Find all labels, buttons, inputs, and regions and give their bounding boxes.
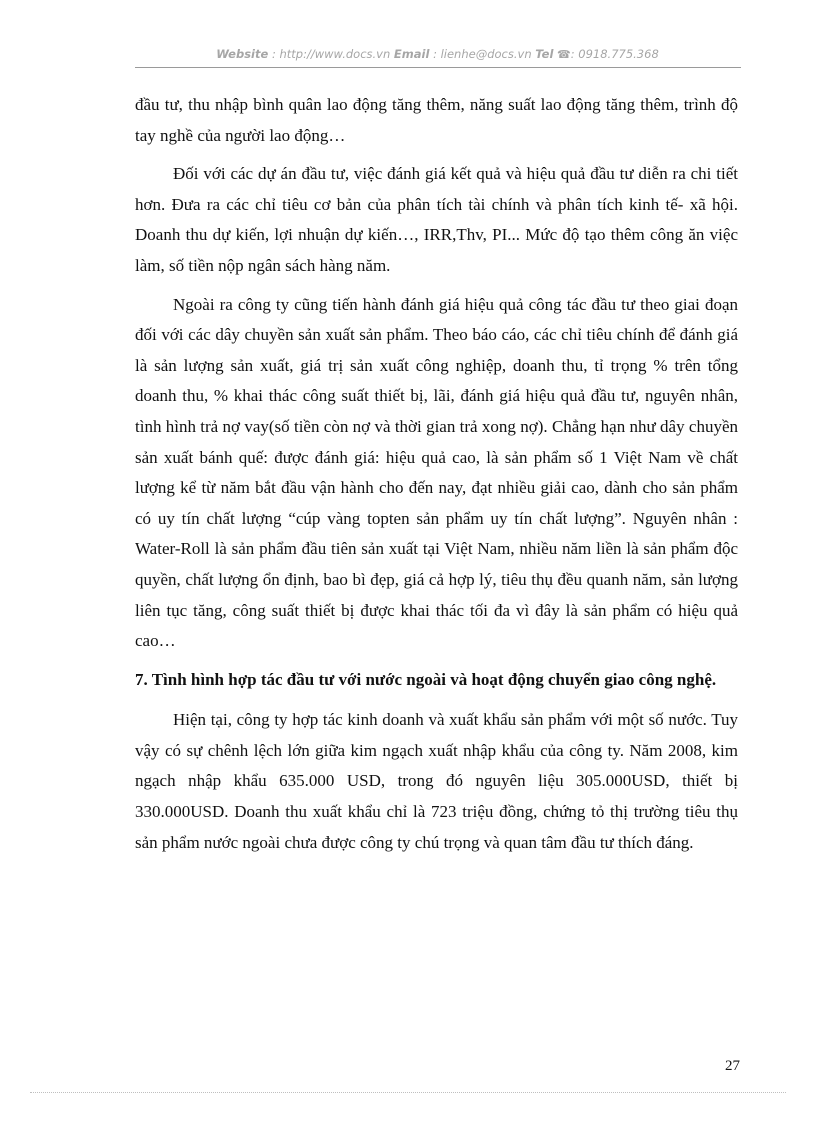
website-label: Website: [216, 47, 269, 61]
tel-value: : 0918.775.368: [570, 47, 659, 61]
document-body: [135, 90, 738, 866]
section-heading: 7. Tình hình hợp tác đầu tư với nước ngoài và hoạt động chuyển giao công nghệ.: [135, 669, 717, 689]
paragraph-3: Ngoài ra công ty cũng tiến hành đánh giá hiệu quả công tác đầu tư theo giai đoạn đối với các dây chuyền sản xuất sản phẩm. Theo báo cáo, các chỉ tiêu chính để đánh giá là sản lượng sản xuất, giá trị sản xuất công nghiệp, doanh thu, tỉ trọng % trên tổng doanh thu, % khai thác công suất thiết bị, lãi, đánh giá hiệu quả đầu tư, nguyên nhân, tình hình trả nợ vay(số tiền còn nợ và thời gian trả xong nợ). Chẳng hạn như dây chuyền sản xuất bánh quế: được đánh giá: hiệu quả cao, là sản phẩm số 1 Việt Nam về chất lượng kể từ năm bắt đầu vận hành cho đến nay, đạt nhiều giải cao, dành cho sản phẩm có uy tín chất lượng “cúp vàng topten sản phẩm uy tín chất lượng”. Nguyên nhân : Water-Roll là sản phẩm đầu tiên sản xuất tại Việt Nam, nhiều năm liền là sản phẩm độc quyền, chất lượng ổn định, bao bì đẹp, giá cả hợp lý, tiêu thụ đều quanh năm, sản lượng liên tục tăng, công suất thiết bị được khai thác tối đa vì đây là sản phẩm có hiệu quả cao…: [135, 294, 738, 651]
telephone-icon: ☎: [557, 48, 571, 61]
header-divider: [135, 67, 741, 68]
page-number: 27: [725, 1058, 740, 1074]
website-value: : http://www.docs.vn: [271, 47, 391, 61]
email-label: Email: [393, 47, 430, 61]
paragraph-4: Hiện tại, công ty hợp tác kinh doanh và xuất khẩu sản phẩm với một số nước. Tuy vậy có sự chênh lệch lớn giữa kim ngạch xuất nhập khẩu của công ty. Năm 2008, kim ngạch nhập khẩu 635.000 USD, trong đó nguyên liệu 305.000USD, thiết bị 330.000USD. Doanh thu xuất khẩu chỉ là 723 triệu đồng, chứng tỏ thị trường tiêu thụ sản phẩm nước ngoài chưa được công ty chú trọng và quan tâm đầu tư thích đáng.: [135, 710, 738, 852]
paragraph-1: đầu tư, thu nhập bình quân lao động tăng thêm, năng suất lao động tăng thêm, trình độ tay nghề của người lao động…: [135, 95, 738, 145]
paragraph-2: Đối với các dự án đầu tư, việc đánh giá kết quả và hiệu quả đầu tư diễn ra chi tiết hơn. Đưa ra các chỉ tiêu cơ bản của phân tích tài chính và phân tích kinh tế- xã hội. Doanh thu dự kiến, lợi nhuận dự kiến…, IRR,Thv, PI... Mức độ tạo thêm công ăn việc làm, số tiền nộp ngân sách hàng năm.: [135, 164, 738, 275]
tel-label: Tel: [535, 47, 554, 61]
email-value: : lienhe@docs.vn: [433, 47, 532, 61]
page-header: [135, 47, 740, 61]
bottom-divider: [30, 1092, 786, 1093]
